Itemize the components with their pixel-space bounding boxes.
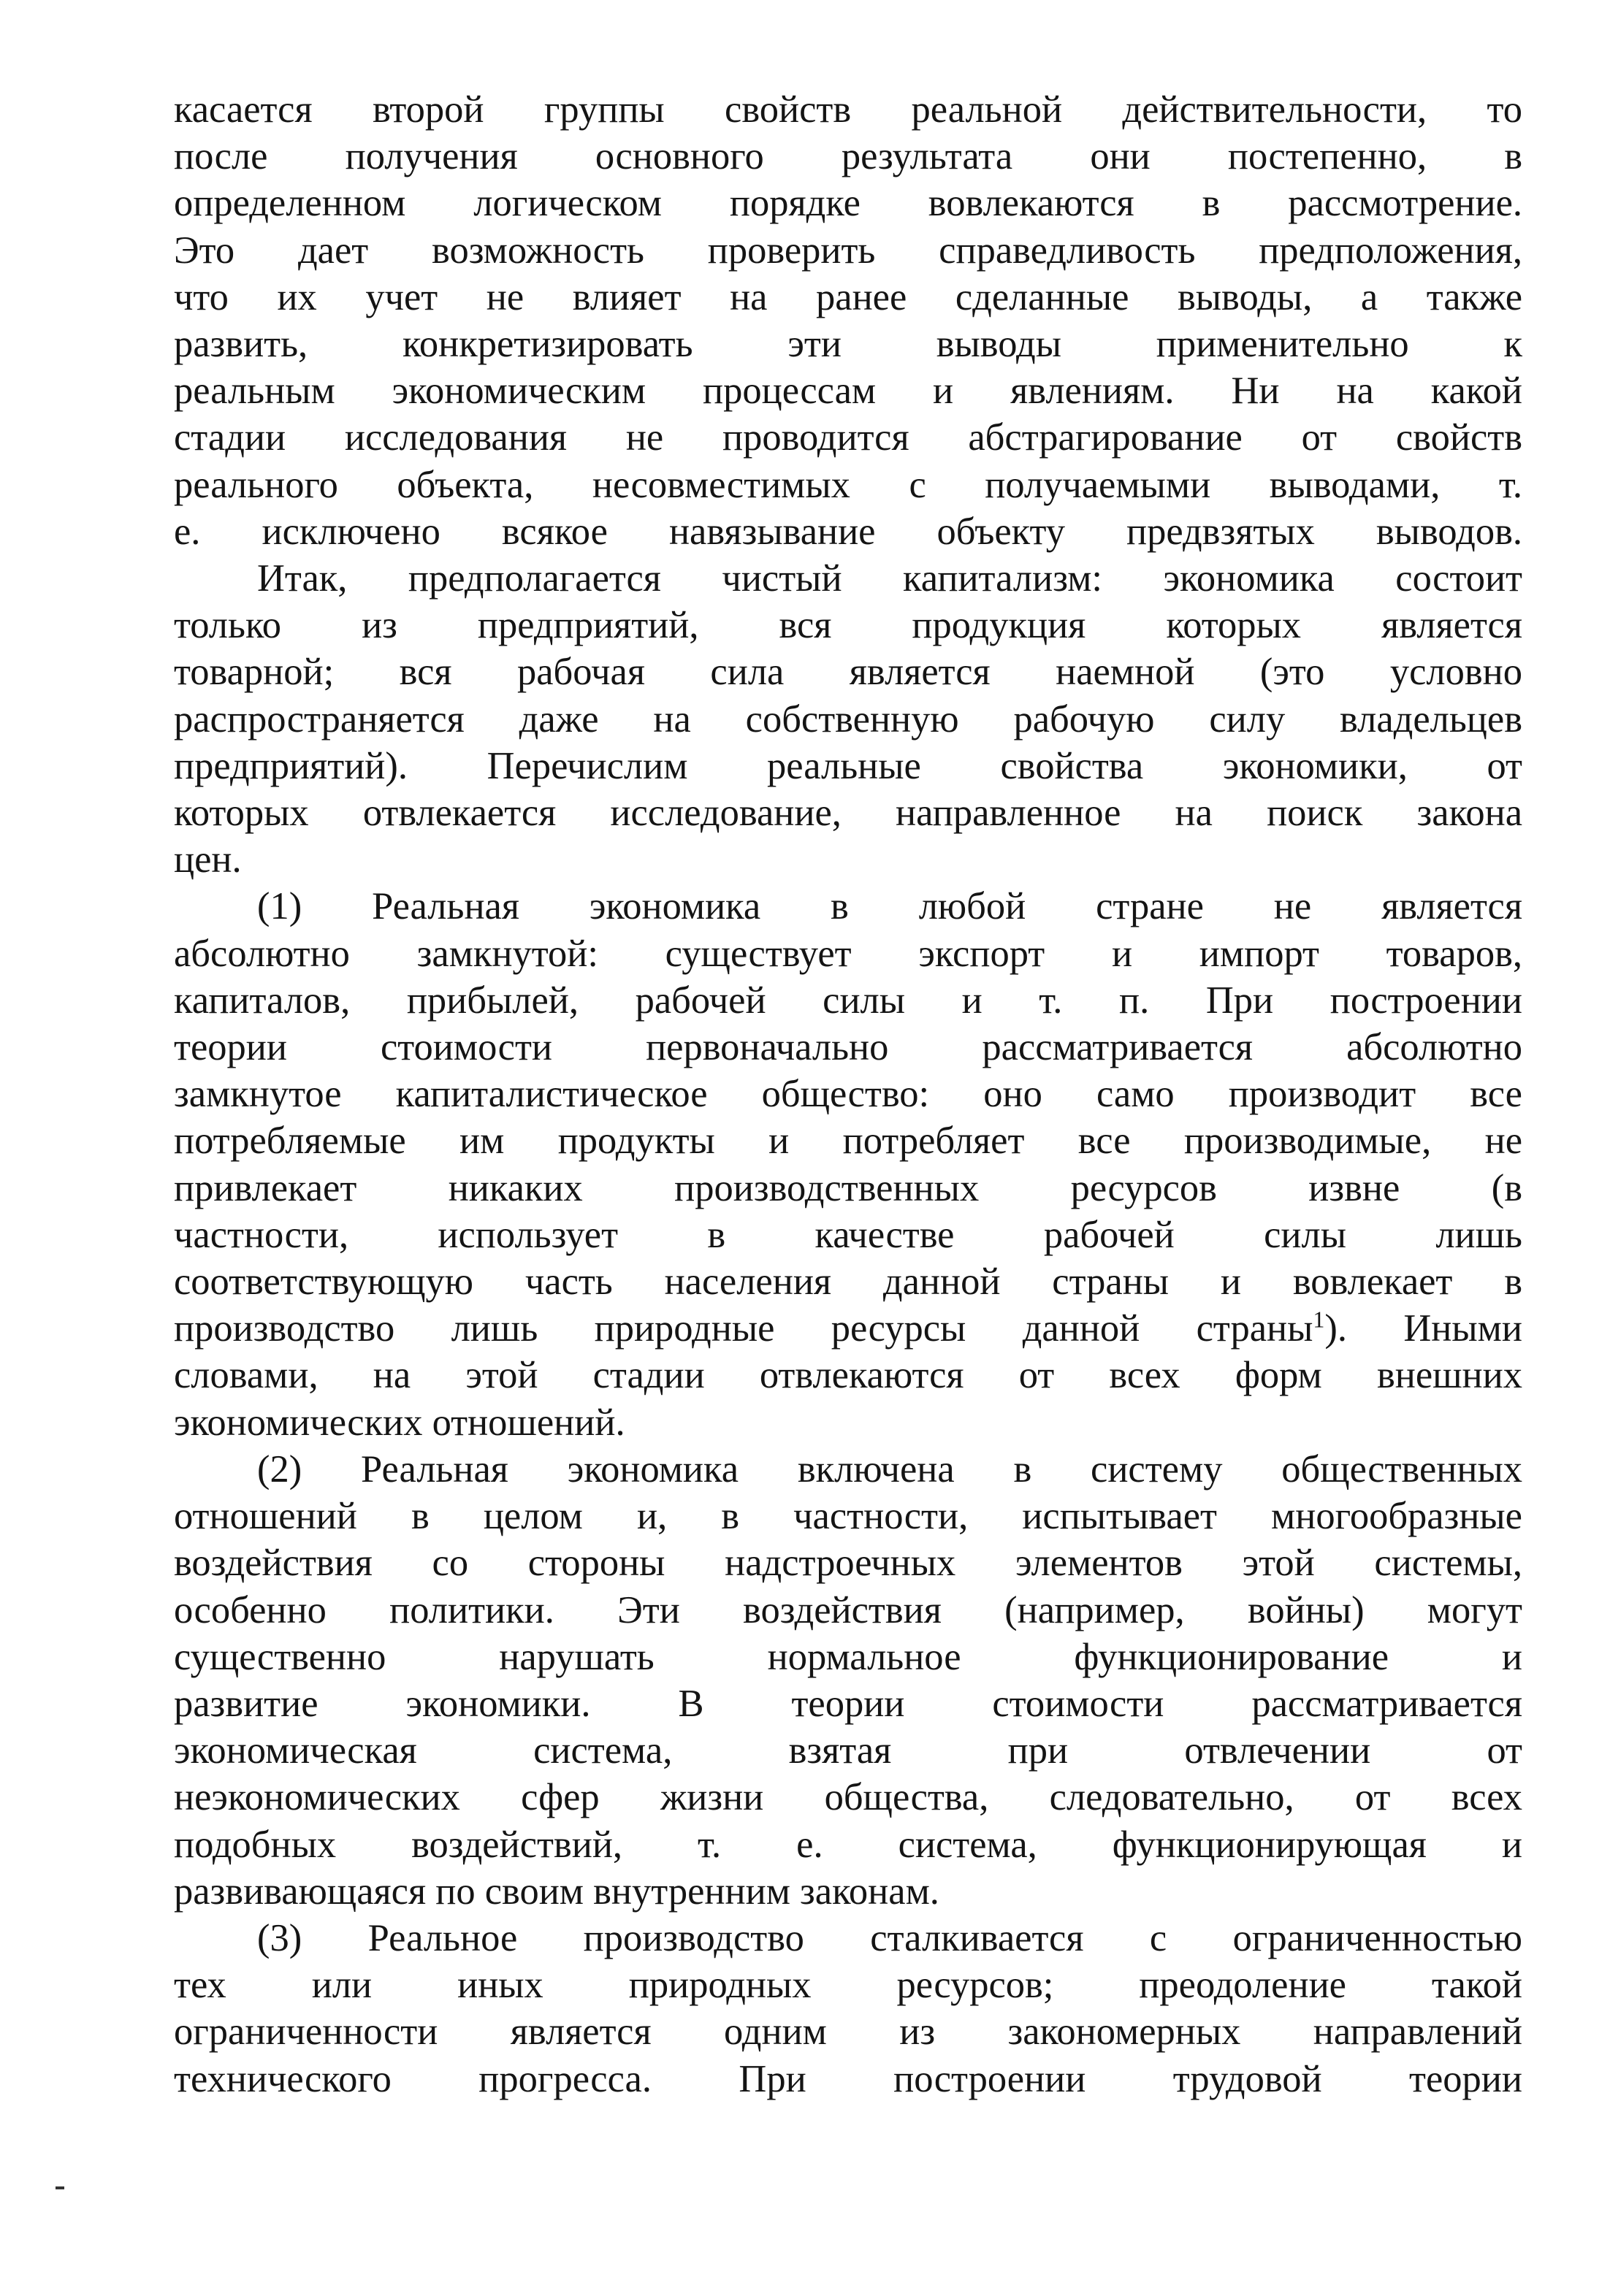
text-line: развить, конкретизировать эти выводы применительно к: [174, 323, 1522, 366]
text-line: реальным экономическим процессам и явлениям. Ни на какой: [174, 370, 1522, 413]
text-line: стадии исследования не проводится абстрагирование от свойств: [174, 416, 1522, 459]
text-line: которых отвлекается исследование, направленное на поиск закона: [174, 792, 1522, 835]
text-line: существенно нарушать нормальное функционирование и: [174, 1635, 1522, 1678]
paragraph-item-2: [174, 1446, 1522, 1915]
text-line: привлекает никаких производственных ресурсов извне (в: [174, 1166, 1522, 1209]
text-line: распространяется даже на собственную рабочую силу владельцев: [174, 697, 1522, 741]
text-segment: производство лишь природные ресурсы данной страны: [174, 1307, 1313, 1350]
text-line: что их учет не влияет на ранее сделанные выводы, а также: [174, 275, 1522, 318]
paragraph-item-3: [174, 1915, 1522, 2102]
text-line: отношений в целом и, в частности, испытывает многообразные: [174, 1495, 1522, 1538]
text-line: определенном логическом порядке вовлекаются в рассмотрение.: [174, 182, 1522, 225]
text-line: товарной; вся рабочая сила является наемной (это условно: [174, 651, 1522, 694]
text-line: после получения основного результата они постепенно, в: [174, 135, 1522, 178]
text-line: потребляемые им продукты и потребляет все производимые, не: [174, 1120, 1522, 1163]
document-page: [174, 86, 1522, 2102]
text-line: словами, на этой стадии отвлекаются от всех форм внешних: [174, 1354, 1522, 1397]
text-line: экономическая система, взятая при отвлечении от: [174, 1729, 1522, 1772]
text-line: реального объекта, несовместимых с получаемыми выводами, т.: [174, 463, 1522, 506]
text-line: развитие экономики. В теории стоимости рассматривается: [174, 1682, 1522, 1725]
text-line: замкнутое капиталистическое общество: оно само производит все: [174, 1073, 1522, 1116]
text-line: развивающаяся по своим внутренним законам.: [174, 1870, 939, 1913]
text-line: технического прогресса. При построении трудовой теории: [174, 2057, 1522, 2100]
text-segment: ). Иными: [1324, 1307, 1522, 1350]
text-line: воздействия со стороны надстроечных элементов этой системы,: [174, 1542, 1522, 1585]
text-line: (2) Реальная экономика включена в систему общественных: [257, 1447, 1522, 1491]
text-line: предприятий). Перечислим реальные свойства экономики, от: [174, 744, 1522, 787]
paragraph-item-1: [174, 883, 1522, 1445]
text-line: экономических отношений.: [174, 1401, 625, 1444]
scan-mark: [56, 2186, 64, 2189]
text-line: частности, использует в качестве рабочей силы лишь: [174, 1213, 1522, 1256]
text-line: Итак, предполагается чистый капитализм: экономика состоит: [257, 557, 1522, 600]
text-line: соответствующую часть населения данной страны и вовлекает в: [174, 1260, 1522, 1304]
paragraph-continuation: [174, 86, 1522, 555]
text-line: касается второй группы свойств реальной действительности, то: [174, 88, 1522, 131]
text-line: ограниченности является одним из закономерных направлений: [174, 2010, 1522, 2054]
text-line: е. исключено всякое навязывание объекту предвзятых выводов.: [174, 510, 1522, 553]
text-line: теории стоимости первоначально рассматривается абсолютно: [174, 1026, 1522, 1069]
text-line: только из предприятий, вся продукция которых является: [174, 604, 1522, 647]
text-line: абсолютно замкнутой: существует экспорт и импорт товаров,: [174, 932, 1522, 975]
text-line: (1) Реальная экономика в любой стране не является: [257, 885, 1522, 928]
text-line: Это дает возможность проверить справедливость предположения,: [174, 229, 1522, 272]
text-line: цен.: [174, 838, 242, 881]
text-line: тех или иных природных ресурсов; преодоление такой: [174, 1964, 1522, 2007]
text-line: (3) Реальное производство сталкивается с ограниченностью: [257, 1916, 1522, 1959]
text-line: неэкономических сфер жизни общества, следовательно, от всех: [174, 1776, 1522, 1819]
text-line: подобных воздействий, т. е. система, функционирующая и: [174, 1823, 1522, 1866]
text-line: капиталов, прибылей, рабочей силы и т. п. При построении: [174, 979, 1522, 1022]
text-line: особенно политики. Эти воздействия (например, войны) могут: [174, 1588, 1522, 1631]
text-line-with-footnote: [174, 1305, 1522, 1352]
paragraph-pure-capitalism: [174, 555, 1522, 883]
footnote-marker[interactable]: 1: [1313, 1306, 1325, 1333]
